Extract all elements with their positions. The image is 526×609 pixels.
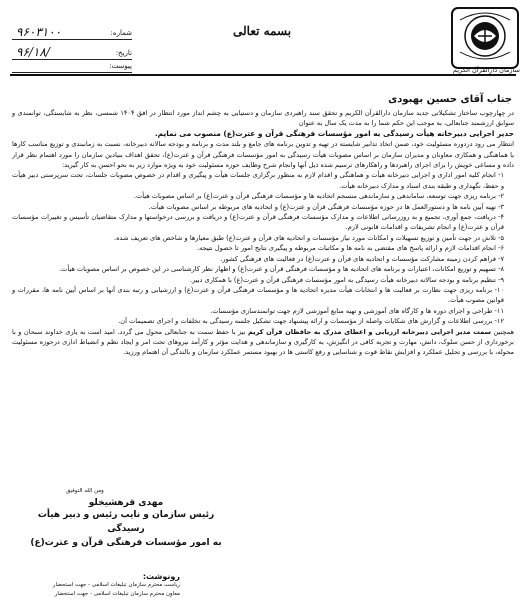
- second-appointment: سمت مدیر اجرایی دبیرخانه ارزیابی و اعطای مدرک به حافظان قرآن کریم: [247, 327, 491, 336]
- letter-number-value: ۹۶۰۳۱۰۰: [16, 25, 62, 39]
- letter-body: [12, 108, 514, 358]
- cc-heading: رونوشت:: [142, 572, 180, 581]
- signature-block: [26, 488, 226, 550]
- letter-attachment-label: پیوست:: [109, 62, 132, 70]
- duties-list: [12, 170, 514, 326]
- duty-item: ۱۱- طراحی و اجرای دوره ها و کارگاه های آموزشی و تهیه منابع آموزشی لازم جهت توانمندسازی مؤسسات.: [210, 306, 504, 315]
- duty-item: ۷- فراهم کردن زمینه مشارکت مؤسسات و اتحادیه های قرآن و عترت(ع) در فعالیت های فرهنگی کشور.: [220, 254, 504, 263]
- letter-number-row: [12, 22, 132, 40]
- letter-number-label: شماره:: [110, 29, 132, 37]
- header-divider: [10, 74, 516, 76]
- letter-body-paragraph: انتظار می رود دردوره مسئولیت خود، ضمن اتخاذ تدابیر شایسته در تهیه و تدوین برنامه های جامع و بلند مدت و برنامه و بودجه سالانه دبیرخانه، نسبت به زمانبندی و توزیع مناسب کارها با هماهنگی و همکاری معاونان و مدیران سازمان بر اساس مصوبات هیأت رسیدگی به امور مؤسسات فرهنگی قرآن و عترت(ع)، تحقق اهداف بنیادین سازمان را مورد اهتمام نظر قرار داده و مساعی خویش را برای اجرای راهبردها و راهکارهای ترسیم شده ذیل آنها وانجام شرح وظایف حوزه مسئولیت خود به ویژه موارد زیر به نحو احسن به کار گیرید:: [12, 140, 514, 170]
- carbon-copy-block: [10, 572, 180, 599]
- cc-recipient: ریاست محترم سازمان تبلیغات اسلامی - جهت استحضار: [52, 582, 180, 588]
- signatory-name: مهدی قرهشیخلو: [88, 498, 164, 508]
- signatory-title-line-1: رئیس سازمان و نایب رئیس و دبیر هیأت رسیدگی: [37, 510, 215, 534]
- letter-date-row: [12, 42, 132, 60]
- duty-item: ۲- برنامه ریزی جهت توسعه، ساماندهی و سازماندهی منسجم اتحادیه ها و مؤسسات فرهنگی قرآن و عترت(ع) بر اساس مصوبات هیأت.: [133, 192, 504, 201]
- letter-date-label: تاریخ:: [115, 49, 132, 57]
- cc-recipient: معاون محترم سازمان تبلیغات اسلامی - جهت استحضار: [54, 591, 180, 597]
- duty-item: ۱۰- برنامه ریزی جهت نظارت بر فعالیت ها و انتخابات هیأت مدیره اتحادیه ها و مؤسسات فرهنگی قرآن و عترت(ع) و ارزشیابی و رتبه بندی آنها بر اساس آیین نامه ها، مقررات و قوانین مصوب هیأت.: [12, 285, 504, 305]
- letter-intro: در چهارچوب ساختار تشکیلاتی جدید سازمان دارالقرآن الکریم و تحقق سند راهبردی سازمان و دستیابی به چشم انداز مورد انتظار در افق ۱۴۰۴ شمسی، نظر به شایستگی، توانمندی و سوابق ارزشمند جنابعالی، به موجب این حکم شما را به مدت یک سال به عنوان: [12, 109, 514, 128]
- closing-rest: نیز با حفظ سمت به جنابعالی محول می گردد. امید است به یاری خداوند سبحان و با برخورداری از حسن سلوک، دانش، مهارت و تجربه کافی در انگیزش، به کارگیری و سازماندهی و هدایت مؤثر و کارآمد نیروهای تحت امر و ایجاد نظم و انضباط اداری درحوزه مسئولیت محوله، با بررسی و تحلیل عملکرد و افزایش نقاط قوت و شناسایی و رفع کاستی ها در بهبود مستمر عملکرد سازمان و بالندگی آن اهتمام ورزید.: [12, 327, 514, 357]
- salutation: جناب آقای حسین بهبودی: [388, 94, 512, 105]
- letter-attachment-row: [12, 62, 132, 73]
- duty-item: ۶- انجام اقدامات لازم و ارائه پاسخ های مقتضی به نامه ها و مکاتبات مربوطه و پیگیری نتایج امور تا حصول نتیجه.: [197, 244, 504, 253]
- duty-item: ۵- تلاش در جهت تأمین و توزیع تسهیلات و امکانات مورد نیاز مؤسسات و اتحادیه های قرآن و عترت(ع) طبق معیارها و شاخص های تعریف شده.: [113, 233, 504, 242]
- duty-item: ۴- دریافت، جمع آوری، تجمیع و به روزرسانی اطلاعات و مدارک مؤسسات فرهنگی قرآن و عترت(ع) و دریافت و بررسی درخواستها و مدارک متقاضیان تأسیس و تغییرات مؤسسات قرآن و عترت(ع) و انجام تشریفات و اقدامات قانونی لازم.: [12, 213, 504, 232]
- closing-start: همچنین: [493, 327, 514, 336]
- signatory-title-line-2: به امور مؤسسات فرهنگی قرآن و عترت(ع): [30, 538, 222, 548]
- appointment-line: حدیر اجرایی دبیرخانه هیأت رسیدگی به امور مؤسسات فرهنگی قرآن و عترت(ع) منصوب می نمایم.: [154, 128, 514, 138]
- closing-phrase: ومن الله التوفیق: [66, 488, 104, 494]
- letter-date-value: ۹۶/۱۸/: [16, 45, 50, 59]
- duty-item: ۱- انجام کلیه امور اداری و اجرایی دبیرخانه هیأت و هماهنگی و اقدام لازم به منظور برگزاری جلسات هیأت و پیگیری و اقدام در خصوص مصوبات جلسات، تحت سرپرستی دبیر هیأت و حفظ، نگهداری و طبقه بندی اسناد و مدارک دبیرخانه هیأت.: [12, 171, 504, 190]
- closing-paragraph: [12, 327, 514, 358]
- organization-logo-icon: [450, 6, 520, 70]
- letter-meta: [12, 22, 132, 75]
- bismillah-heading: بسمه تعالی: [233, 24, 292, 38]
- duty-item: ۱۲- بررسی اطلاعات و گزارش های شکایات واصله از مؤسسات و ارائه پیشنهاد جهت تشکیل جلسه رسیدگی به تخلفات و اجرای تصمیمات آن.: [118, 317, 504, 326]
- duty-item: ۸- تسهیم و توزیع امکانات، اعتبارات و برنامه های اتحادیه ها و مؤسسات فرهنگی قرآن و عترت(ع) و اظهار نظر کارشناسی در این خصوص بر اساس مصوبات هیأت.: [59, 265, 504, 274]
- duty-item: ۹- تنظیم برنامه و بودجه سالانه دبیرخانه هیأت رسیدگی به امور مؤسسات فرهنگی قرآن و عترت(ع) با همکاری دبیر.: [189, 275, 504, 284]
- organization-caption: سازمان دارالقرآن الکریم: [452, 66, 520, 74]
- duty-item: ۳- تهیه آیین نامه ها و دستورالعمل ها در حوزه مؤسسات فرهنگی قرآن و عترت(ع) و اتحادیه های مربوطه بر اساس مصوبات هیأت.: [148, 202, 504, 211]
